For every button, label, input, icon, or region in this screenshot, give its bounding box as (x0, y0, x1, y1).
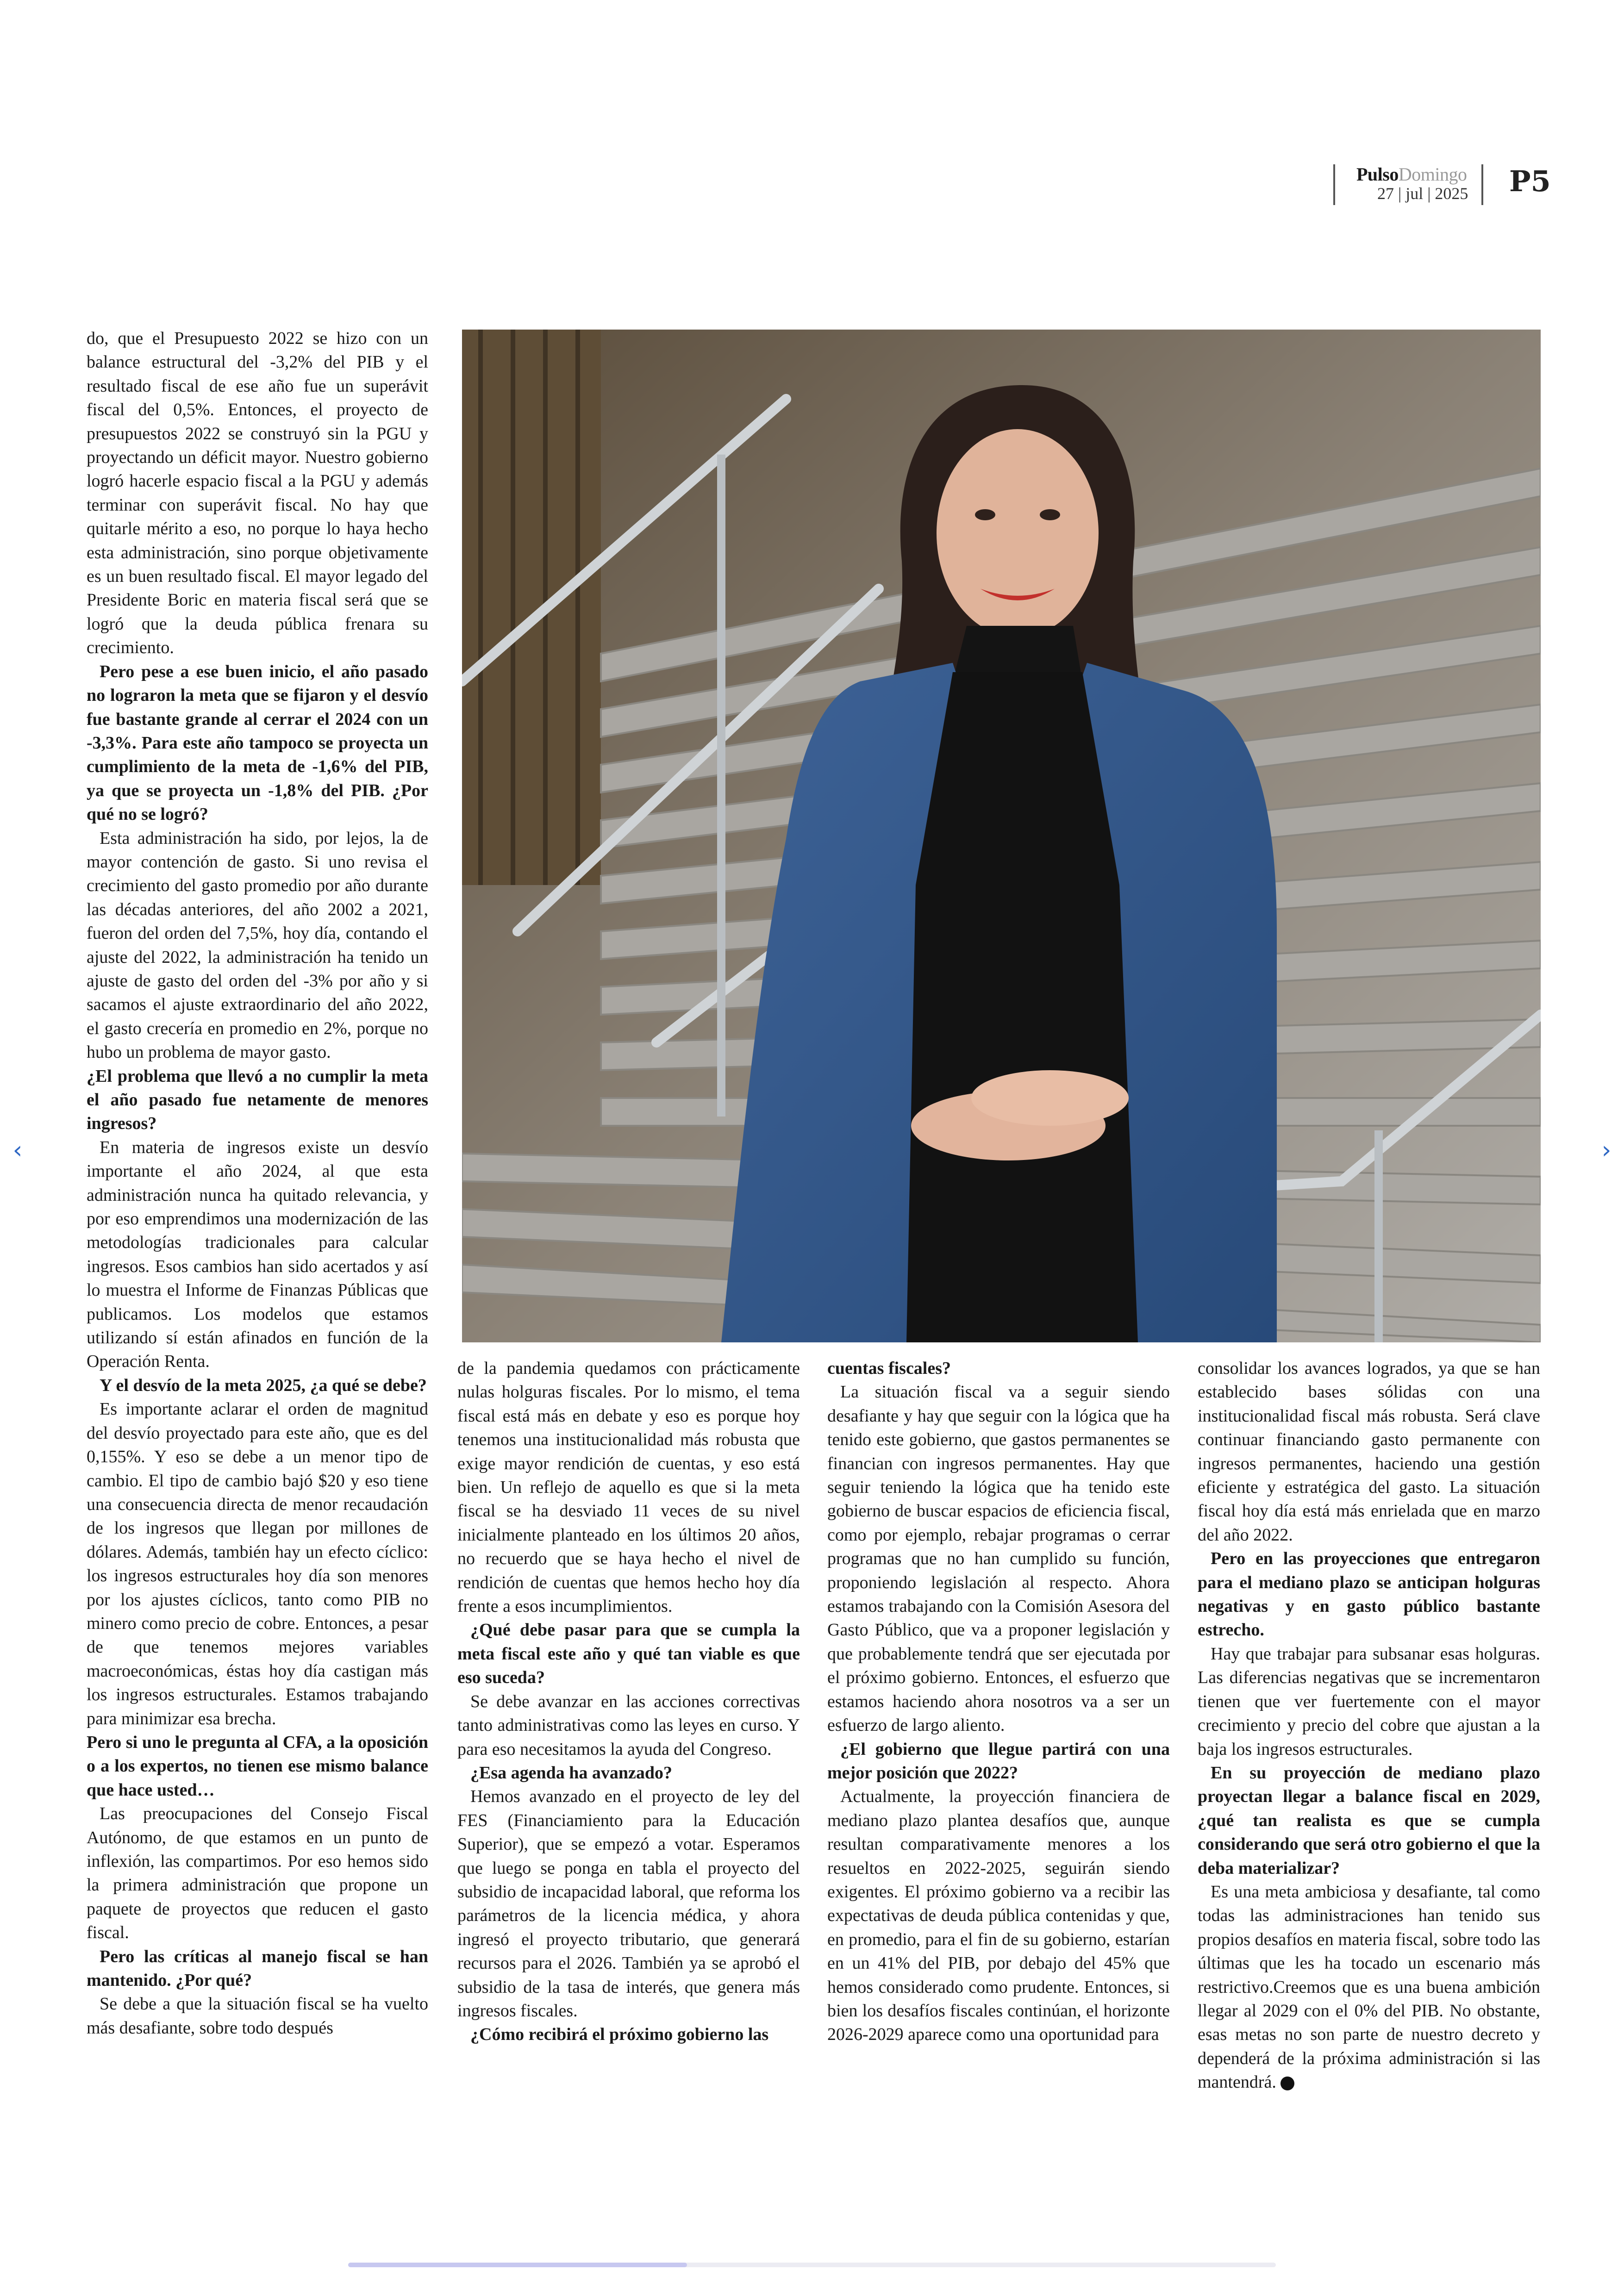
next-page-arrow-icon[interactable]: › (1601, 1136, 1612, 1164)
article-paragraph: En materia de ingresos existe un desvío importante el año 2024, al que esta administración nunca ha quitado relevancia, y por eso emprendimos una modernización de las metodologías tradicionales para calcular ingresos. Esos cambios han sido acertados y así lo muestra el Informe de Finanzas Públicas que publicamos. Los modelos que estamos utilizando sí están afinados en función de la Operación Renta. (87, 1137, 428, 1372)
previous-page-arrow-icon[interactable]: ‹ (12, 1136, 23, 1164)
interview-question: Pero pese a ese buen inicio, el año pasado no lograron la meta que se fijaron y el desvío fue bastante grande al cerrar el 2024 con un -3,3%. Para este año tampoco se proyecta un cumplimiento de la meta de -1,6% del PIB, ya que se proyecta un -1,8% del PIB. ¿Por qué no se logró? (87, 661, 428, 824)
article-paragraph: Se debe avanzar en las acciones correctivas tanto administrativas como las leyes en curso. Y para eso necesitamos la ayuda del Congreso. (457, 1691, 800, 1759)
interview-question: ¿Cómo recibirá el próximo gobierno las (470, 2025, 769, 2045)
divider (1481, 164, 1483, 205)
article-paragraph: Se debe a que la situación fiscal se ha vuelto más desafiante, sobre todo después (87, 1994, 428, 2038)
article-column-4 (1198, 1357, 1540, 2095)
article-paragraph: Hemos avanzado en el proyecto de ley del FES (Financiamiento para la Educación Superior), que se empezó a votar. Esperamos que luego se ponga en tabla el proyecto del subsidio de incapacidad laboral, que reforma los parámetros de la licencia médica, y ahora ingresó el proyecto tributario, que generará recursos para el 2026. También ya se aprobó el subsidio de la tasa de interés, que genera más ingresos fiscales. (457, 1787, 800, 2021)
interview-question: ¿El gobierno que llegue partirá con una mejor posición que 2022? (827, 1739, 1170, 1783)
article-column-3 (827, 1357, 1170, 2047)
page-header (1333, 160, 1555, 206)
interview-question: cuentas fiscales? (827, 1359, 951, 1378)
interview-question: Pero en las proyecciones que entregaron para el mediano plazo se anticipan holguras negativas y en gasto público bastante estrecho. (1198, 1549, 1540, 1640)
article-paragraph: La situación fiscal va a seguir siendo desafiante y hay que seguir con la lógica que ha tenido este gobierno, que gastos permanentes se financian con ingresos permanentes. Hay que seguir teniendo la lógica que ha tenido este gobierno de buscar espacios de eficiencia fiscal, como por ejemplo, rebajar programas o cerrar programas que no han cumplido su función, proponiendo legislación al respecto. Ahora estamos trabajando con la Comisión Asesora del Gasto Público, que va a proponer legislación y que probablemente tendrá que ser ejecutada por el próximo gobierno. Entonces, el esfuerzo que estamos haciendo ahora nosotros va a ser un esfuerzo de largo aliento. (827, 1382, 1170, 1735)
scrollbar-thumb[interactable] (348, 2263, 687, 2267)
interview-question: ¿Qué debe pasar para que se cumpla la meta fiscal este año y qué tan viable es que eso suceda? (457, 1620, 800, 1688)
interview-question: ¿Esa agenda ha avanzado? (470, 1763, 673, 1783)
horizontal-scrollbar[interactable] (348, 2263, 1276, 2267)
article-paragraph: Actualmente, la proyección financiera de mediano plazo plantea desafíos que, aunque resultan comparativamente menores a los resueltos en 2022-2025, seguirán siendo exigentes. El próximo gobierno va a recibir las expectativas de deuda pública contenidas y que, en promedio, para el fin de su gobierno, estarían en un 41% del PIB, por debajo del 45% que hemos considerado como prudente. Entonces, si bien los desafíos fiscales continúan, el horizonte 2026-2029 aparece como una oportunidad para (827, 1787, 1170, 2045)
divider (1333, 164, 1335, 205)
article-paragraph: de la pandemia quedamos con prácticamente nulas holguras fiscales. Por lo mismo, el tema fiscal está más en debate y eso es porque hoy tenemos una institucionalidad más robusta que exige mayor rendición de cuentas, y eso está bien. Un reflejo de aquello es que si la meta fiscal se ha desviado 11 veces de su nivel inicialmente planteado en los últimos 20 años, no recuerdo que se haya hecho el nivel de rendición de cuentas que hemos hecho hoy día frente a esos incumplimientos. (457, 1359, 800, 1616)
article-paragraph: Hay que trabajar para subsanar esas holguras. Las diferencias negativas que se incrementaron tienen que ver fuertemente con el mayor crecimiento y precio del cobre que ajustan a la baja los ingresos estructurales. (1198, 1644, 1540, 1759)
issue-date: 27 | jul | 2025 (1377, 184, 1468, 203)
interview-portrait-photo (462, 330, 1541, 1342)
article-paragraph: Las preocupaciones del Consejo Fiscal Autónomo, de que estamos en un punto de inflexión, las compartimos. Por eso hemos sido la primera administración que propone un paquete de proyectos que reducen el gasto fiscal. (87, 1804, 428, 1943)
interview-question: Pero si uno le pregunta al CFA, a la oposición o a los expertos, no tienen ese mismo balance que hace usted… (87, 1732, 428, 1800)
article-end-mark-icon: P (1280, 2077, 1294, 2090)
article-column-2 (457, 1357, 800, 2047)
interview-question: ¿El problema que llevó a no cumplir la meta el año pasado fue netamente de menores ingresos? (87, 1066, 428, 1134)
interview-question: En su proyección de mediano plazo proyectan llegar a balance fiscal en 2029, ¿qué tan realista es que se cumpla considerando que será otro gobierno el que la deba materializar? (1198, 1763, 1540, 1878)
interview-question: Pero las críticas al manejo fiscal se han mantenido. ¿Por qué? (87, 1946, 428, 1990)
article-paragraph: Es una meta ambiciosa y desafiante, tal como todas las administraciones han tenido sus propios desafíos en materia fiscal, sobre todo las últimas que les ha tocado un escenario más restrictivo.Creemos que es una buena ambición llegar al 2029 con el 0% del PIB. No obstante, esas metas no son parte de nuestro decreto y dependerá de la próxima administración si las mantendrá. P (1198, 1882, 1540, 2092)
page-number: P5 (1509, 164, 1551, 198)
article-paragraph: Es importante aclarar el orden de magnitud del desvío proyectado para este año, que es del 0,155%. Y eso se debe a un menor tipo de cambio. El tipo de cambio bajó $20 y eso tiene una consecuencia directa de menor recaudación de los ingresos que llegan por millones de dólares. Además, también hay un efecto cíclico: los ingresos estructurales hoy día son menores por los ajustes cíclicos, tanto como PIB no minero como precio de cobre. Entonces, a pesar de que tenemos mejores variables macroeconómicas, éstas hoy día castigan más los ingresos estructurales. Estamos trabajando para minimizar esa brecha. (87, 1399, 428, 1728)
article-paragraph: consolidar los avances logrados, ya que se han establecido bases sólidas con una institucionalidad fiscal más robusta. Será clave continuar financiando gasto permanente con ingresos permanentes, haciendo una gestión eficiente y estratégica del gasto. La situación fiscal hoy día está más enrielada que en marzo del año 2022. (1198, 1359, 1540, 1545)
publication-logo: PulsoDomingo (1356, 164, 1467, 185)
article-paragraph: Esta administración ha sido, por lejos, la de mayor contención de gasto. Si uno revisa el crecimiento del gasto promedio por año durante las décadas anteriores, del año 2002 a 2021, fueron del orden del 7,5%, hoy día, contando el ajuste del 2022, la administración ha tenido un ajuste de gasto del orden del -3% por año y si sacamos el ajuste extraordinario del año 2022, el gasto crecería en promedio en 2%, porque no hubo un problema de mayor gasto. (87, 828, 428, 1062)
article-column-1 (87, 327, 428, 2040)
article-paragraph: do, que el Presupuesto 2022 se hizo con un balance estructural del -3,2% del PIB y el resultado fiscal de ese año fue un superávit fiscal del 0,5%. Entonces, el proyecto de presupuestos 2022 se construyó sin la PGU y proyectando un déficit mayor. Nuestro gobierno logró hacerle espacio fiscal a la PGU y además terminar con superávit fiscal. No hay que quitarle mérito a eso, no porque lo haya hecho esta administración, sino porque objetivamente es un buen resultado fiscal. El mayor legado del Presidente Boric en materia fiscal será que se logró que la deuda pública frenara su crecimiento. (87, 329, 428, 658)
portrait-illustration (462, 330, 1541, 1342)
interview-question: Y el desvío de la meta 2025, ¿a qué se debe? (100, 1375, 427, 1395)
